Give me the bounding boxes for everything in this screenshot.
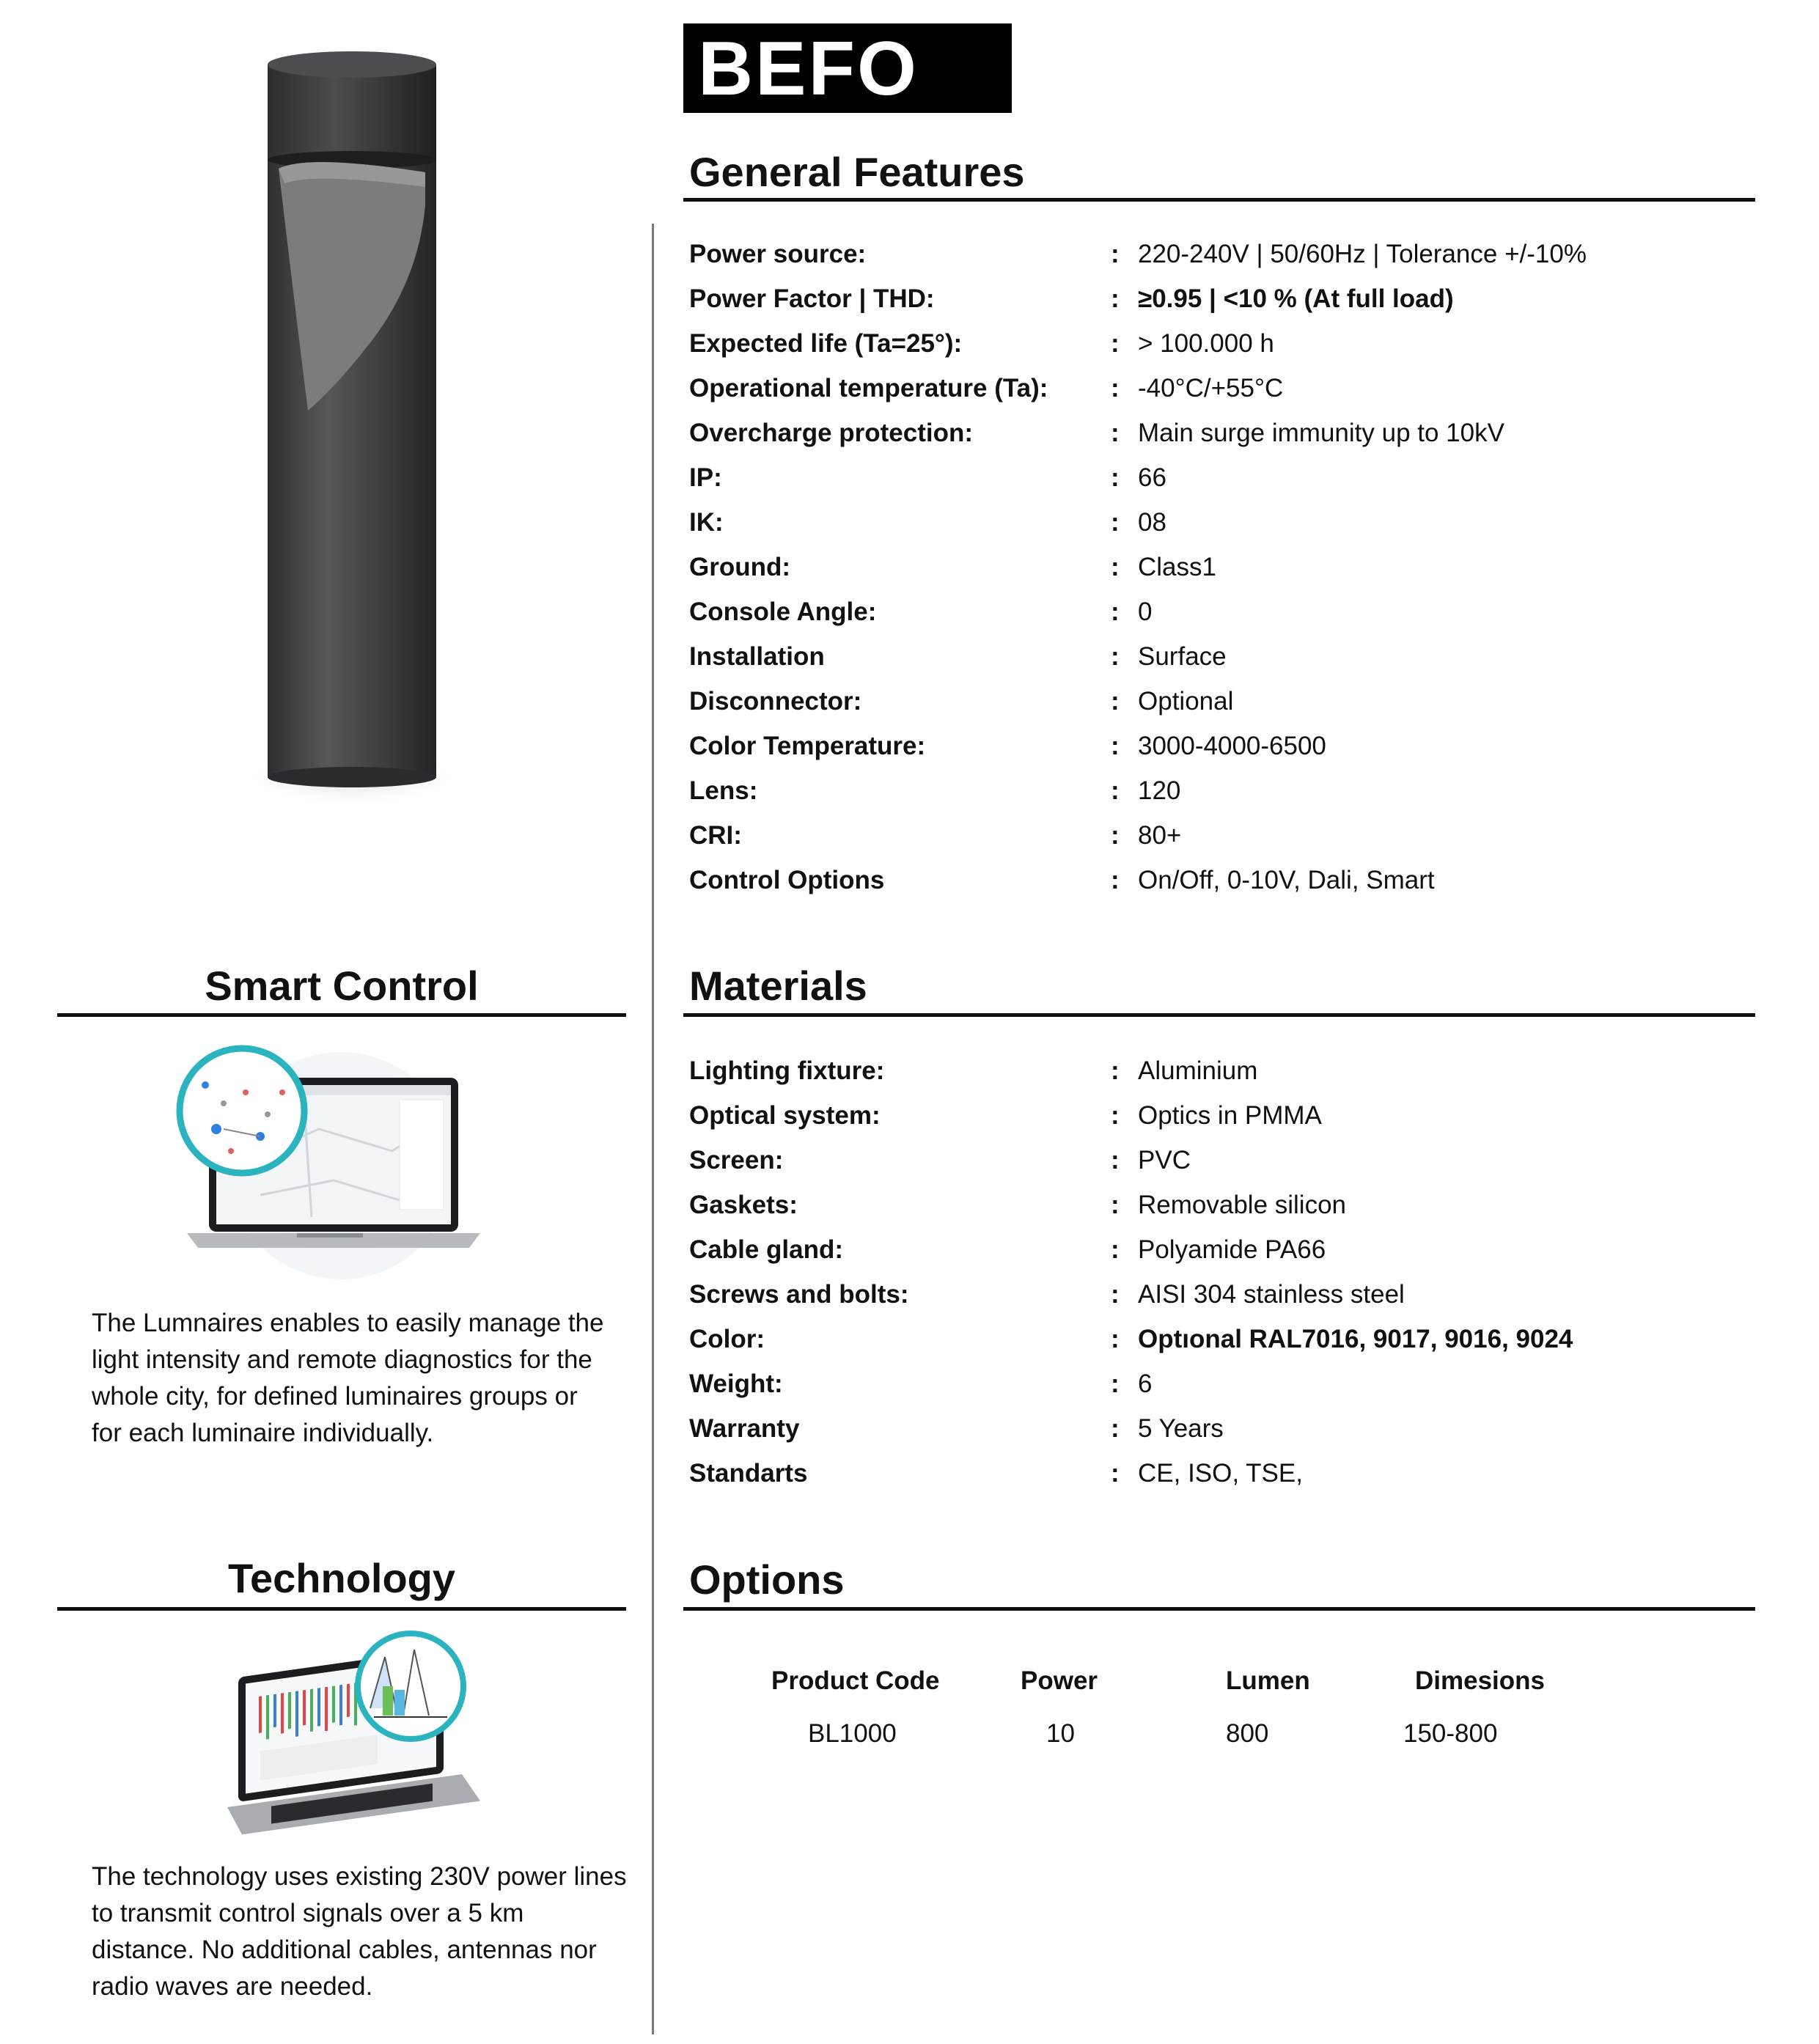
column-divider — [652, 224, 654, 2034]
spec-label: Expected life (Ta=25°): — [689, 329, 963, 358]
spec-separator: : — [1111, 508, 1120, 537]
materials-heading: Materials — [689, 963, 867, 1009]
spec-label: Operational temperature (Ta): — [689, 374, 1048, 402]
spec-separator: : — [1111, 374, 1120, 402]
spec-value: 66 — [1138, 463, 1166, 492]
general-features-rule — [683, 198, 1755, 202]
spec-label: Cable gland: — [689, 1235, 844, 1264]
spec-value: CE, ISO, TSE, — [1138, 1459, 1303, 1488]
bollard-product-image — [205, 44, 513, 806]
spec-label: Screws and bolts: — [689, 1280, 909, 1309]
spec-value: -40°C/+55°C — [1138, 374, 1284, 402]
smart-control-rule — [57, 1013, 626, 1017]
spec-label: Power source: — [689, 240, 867, 268]
spec-label: Color: — [689, 1325, 765, 1353]
spec-value: Aluminium — [1138, 1056, 1258, 1085]
spec-value: Optıonal RAL7016, 9017, 9016, 9024 — [1138, 1325, 1573, 1353]
spec-separator: : — [1111, 866, 1120, 894]
technology-line-2: to transmit control signals over a 5 km — [92, 1899, 524, 1927]
brand-logo — [683, 23, 1012, 113]
smart-control-laptop-illustration — [172, 1041, 480, 1283]
spec-separator: : — [1111, 284, 1120, 313]
spec-separator: : — [1111, 1146, 1120, 1174]
spec-separator: : — [1111, 1280, 1120, 1309]
smart-control-line-4: for each luminaire individually. — [92, 1419, 434, 1447]
spec-separator: : — [1111, 598, 1120, 626]
spec-label: Color Temperature: — [689, 732, 926, 760]
spec-value: 80+ — [1138, 821, 1182, 850]
spec-separator: : — [1111, 1191, 1120, 1219]
spec-value: On/Off, 0-10V, Dali, Smart — [1138, 866, 1435, 894]
spec-value: Class1 — [1138, 553, 1216, 581]
technology-rule — [57, 1607, 626, 1611]
options-header-power: Power — [1021, 1666, 1098, 1695]
spec-separator: : — [1111, 821, 1120, 850]
spec-separator: : — [1111, 1056, 1120, 1085]
spec-value: 120 — [1138, 776, 1181, 805]
spec-label: Lens: — [689, 776, 758, 805]
options-cell-power: 10 — [1046, 1719, 1075, 1748]
spec-value: 6 — [1138, 1370, 1153, 1398]
spec-separator: : — [1111, 687, 1120, 716]
options-heading: Options — [689, 1556, 845, 1603]
spec-value: PVC — [1138, 1146, 1191, 1174]
spec-label: Disconnector: — [689, 687, 862, 716]
spec-value: 3000-4000-6500 — [1138, 732, 1326, 760]
spec-label: Lighting fixture: — [689, 1056, 885, 1085]
spec-label: Power Factor | THD: — [689, 284, 935, 313]
smart-control-line-3: whole city, for defined luminaires groups or — [92, 1382, 578, 1411]
spec-label: Gaskets: — [689, 1191, 798, 1219]
spec-separator: : — [1111, 1101, 1120, 1130]
spec-separator: : — [1111, 329, 1120, 358]
spec-value: AISI 304 stainless steel — [1138, 1280, 1405, 1309]
spec-value: > 100.000 h — [1138, 329, 1274, 358]
technology-laptop-illustration — [227, 1628, 484, 1848]
spec-separator: : — [1111, 1370, 1120, 1398]
technology-line-3: distance. No additional cables, antennas nor — [92, 1935, 597, 1964]
spec-label: Weight: — [689, 1370, 783, 1398]
spec-separator: : — [1111, 240, 1120, 268]
spec-value: Polyamide PA66 — [1138, 1235, 1326, 1264]
spec-label: Overcharge protection: — [689, 419, 974, 447]
spec-separator: : — [1111, 1414, 1120, 1443]
spec-label: IP: — [689, 463, 722, 492]
spec-separator: : — [1111, 642, 1120, 671]
options-rule — [683, 1607, 1755, 1611]
materials-rule — [683, 1013, 1755, 1017]
spec-label: CRI: — [689, 821, 742, 850]
spec-separator: : — [1111, 1459, 1120, 1488]
spec-label: Screen: — [689, 1146, 784, 1174]
spec-value: Optional — [1138, 687, 1234, 716]
spec-separator: : — [1111, 1325, 1120, 1353]
options-header-product-code: Product Code — [771, 1666, 940, 1695]
spec-value: 220-240V | 50/60Hz | Tolerance +/-10% — [1138, 240, 1587, 268]
spec-label: Standarts — [689, 1459, 808, 1488]
general-features-heading: General Features — [689, 149, 1025, 195]
options-cell-product-code: BL1000 — [808, 1719, 897, 1748]
smart-control-line-1: The Lumnaires enables to easily manage the — [92, 1309, 604, 1337]
spec-label: Control Options — [689, 866, 885, 894]
spec-label: Optical system: — [689, 1101, 881, 1130]
technology-line-1: The technology uses existing 230V power lines — [92, 1862, 627, 1891]
technology-description — [92, 1859, 649, 2005]
spec-label: Console Angle: — [689, 598, 877, 626]
options-table — [683, 1657, 1710, 1760]
spec-value: Main surge immunity up to 10kV — [1138, 419, 1504, 447]
spec-label: Ground: — [689, 553, 791, 581]
options-cell-lumen: 800 — [1226, 1719, 1269, 1748]
smart-control-description — [92, 1305, 649, 1452]
spec-value: ≥0.95 | <10 % (At full load) — [1138, 284, 1454, 313]
spec-value: Removable silicon — [1138, 1191, 1347, 1219]
spec-label: Warranty — [689, 1414, 800, 1443]
spec-value: Surface — [1138, 642, 1227, 671]
brand-name: BEFO — [698, 26, 919, 111]
spec-separator: : — [1111, 1235, 1120, 1264]
smart-control-heading: Smart Control — [205, 963, 479, 1009]
spec-separator: : — [1111, 732, 1120, 760]
spec-value: Optics in PMMA — [1138, 1101, 1322, 1130]
smart-control-line-2: light intensity and remote diagnostics for the — [92, 1345, 592, 1374]
spec-value: 0 — [1138, 598, 1153, 626]
technology-heading: Technology — [227, 1555, 456, 1601]
spec-value: 5 Years — [1138, 1414, 1224, 1443]
spec-separator: : — [1111, 419, 1120, 447]
options-header-lumen: Lumen — [1226, 1666, 1310, 1695]
spec-separator: : — [1111, 463, 1120, 492]
spec-separator: : — [1111, 553, 1120, 581]
technology-line-4: radio waves are needed. — [92, 1972, 373, 2001]
spec-value: 08 — [1138, 508, 1166, 537]
options-header-dimensions: Dimesions — [1415, 1666, 1545, 1695]
spec-label: IK: — [689, 508, 724, 537]
options-cell-dimensions: 150-800 — [1403, 1719, 1498, 1748]
spec-separator: : — [1111, 776, 1120, 805]
spec-label: Installation — [689, 642, 825, 671]
